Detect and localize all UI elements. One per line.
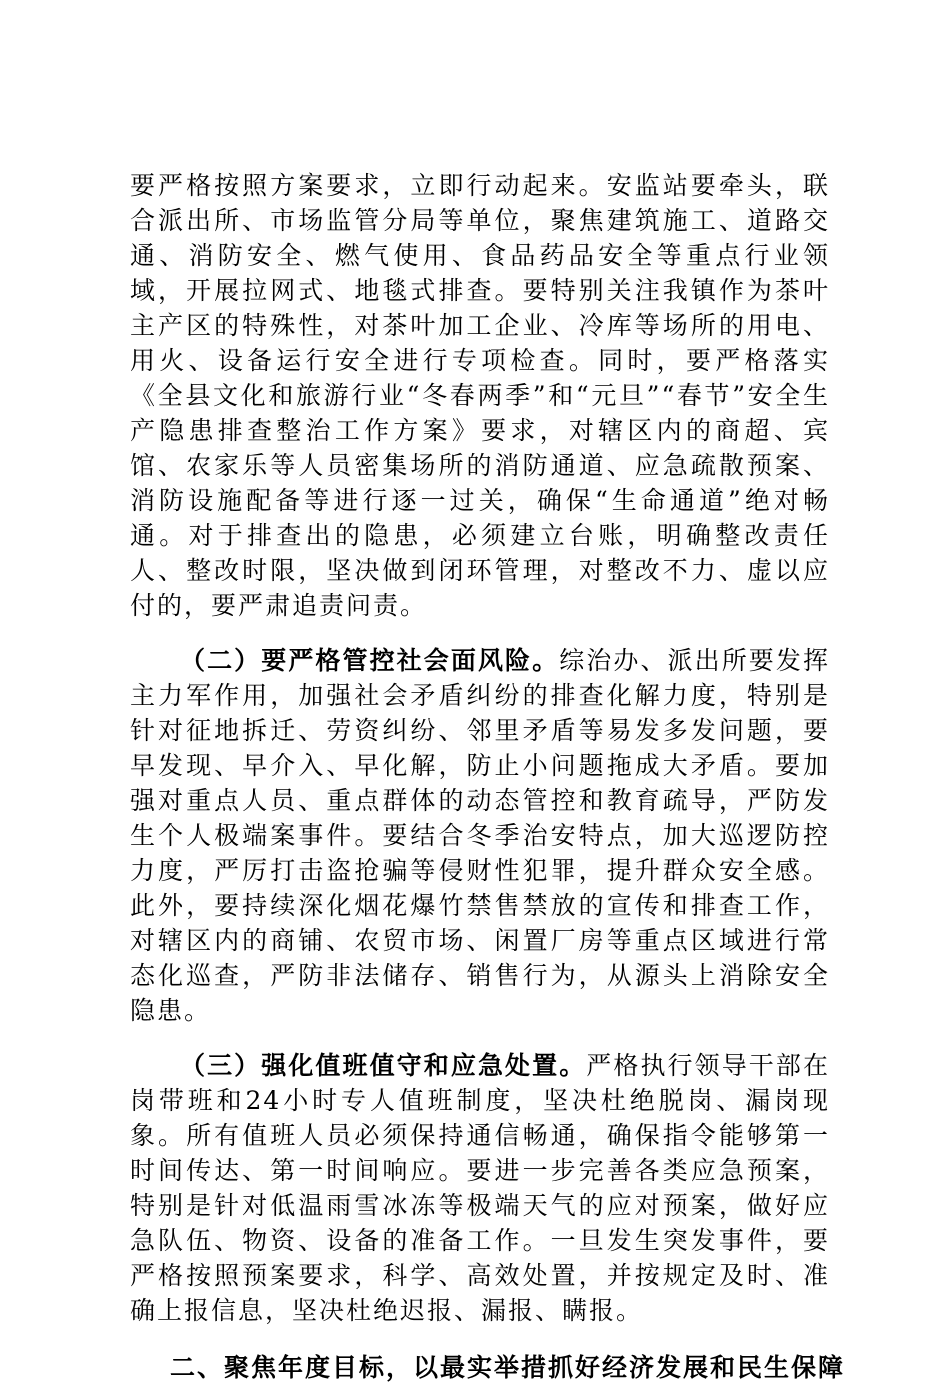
paragraph-3 [130, 1048, 830, 1328]
document-body [130, 168, 846, 1385]
paragraph-2 [130, 643, 830, 1028]
paragraph-1 [130, 168, 830, 623]
paragraph-3-lead: （三）强化值班值守和应急处置。 [180, 1051, 587, 1080]
paragraph-1-text: 要严格按照方案要求，立即行动起来。安监站要牵头，联合派出所、市场监管分局等单位，聚焦建筑施工、道路交通、消防安全、燃气使用、食品药品安全等重点行业领域，开展拉网式、地毯式排查。要特别关注我镇作为茶叶主产区的特殊性，对茶叶加工企业、冷库等场所的用电、用火、设备运行安全进行专项检查。同时，要严格落实《全县文化和旅游行业“冬春两季”和“元旦”“春节”安全生产隐患排查整治工作方案》要求，对辖区内的商超、宾馆、农家乐等人员密集场所的消防通道、应急疏散预案、消防设施配备等进行逐一过关，确保“生命通道”绝对畅通。对于排查出的隐患，必须建立台账，明确整改责任人、整改时限，坚决做到闭环管理，对整改不力、虚以应付的，要严肃追责问责。 [130, 171, 830, 620]
paragraph-3-body: 严格执行领导干部在岗带班和24小时专人值班制度，坚决杜绝脱岗、漏岗现象。所有值班人员必须保持通信畅通，确保指令能够第一时间传达、第一时间响应。要进一步完善各类应急预案，特别是针对低温雨雪冰冻等极端天气的应对预案，做好应急队伍、物资、设备的准备工作。一旦发生突发事件，要严格按照预案要求，科学、高效处置，并按规定及时、准确上报信息，坚决杜绝迟报、漏报、瞒报。 [130, 1051, 830, 1325]
paragraph-2-body: 综治办、派出所要发挥主力军作用，加强社会矛盾纠纷的排查化解力度，特别是针对征地拆迁、劳资纠纷、邻里矛盾等易发多发问题，要早发现、早介入、早化解，防止小问题拖成大矛盾。要加强对重点人员、重点群体的动态管控和教育疏导，严防发生个人极端案事件。要结合冬季治安特点，加大巡逻防控力度，严厉打击盗抢骗等侵财性犯罪，提升群众安全感。此外，要持续深化烟花爆竹禁售禁放的宣传和排查工作，对辖区内的商铺、农贸市场、闲置厂房等重点区域进行常态化巡查，严防非法储存、销售行为，从源头上消除安全隐患。 [130, 646, 830, 1025]
section-heading: 二、聚焦年度目标，以最实举措抓好经济发展和民生保障 [170, 1353, 846, 1382]
paragraph-2-lead: （二）要严格管控社会面风险。 [180, 646, 560, 675]
